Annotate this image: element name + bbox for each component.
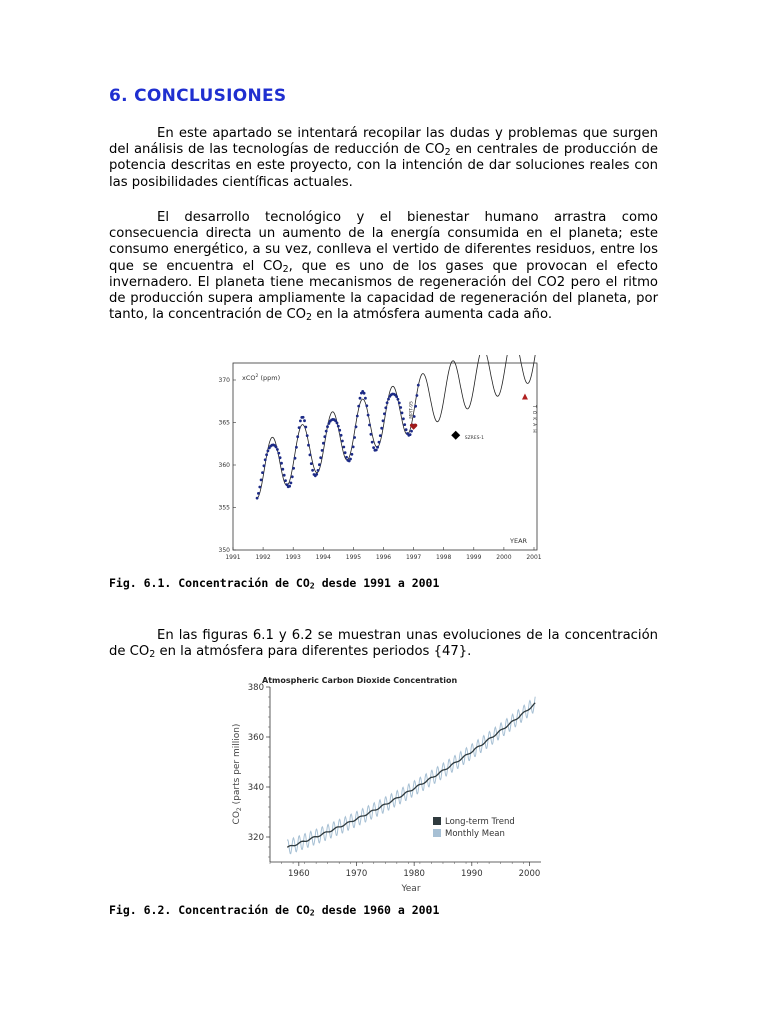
chart1-x-tick-label: 2000 [496,554,512,561]
chart1-data-point [345,456,348,459]
chart1-x-tick-label: 1994 [315,554,331,561]
chart1-y-tick-label: 365 [218,419,230,427]
chart1-data-point [317,469,320,472]
chart1-data-point [383,412,386,415]
chart2-y-label: $CO_2$ (parts per million) [232,723,243,825]
chart1-data-point [416,394,419,397]
chart1-data-point [376,446,379,449]
chart2-y-tick-label: 360 [247,733,264,743]
chart1-data-point [337,425,340,428]
chart1-data-point [307,444,310,447]
chart1-data-point [299,420,302,423]
chart1-data-point [357,405,360,408]
chart1-data-point [402,417,405,420]
chart1-x-label: YEAR [510,537,528,545]
chart1-data-point [325,430,328,433]
chart1-data-point [265,453,268,456]
chart1-x-tick-label: 1999 [466,554,482,561]
chart2-x-label: Year [401,884,421,894]
chart1-data-point [267,450,270,453]
chart1-data-point [288,485,291,488]
chart1-data-point [410,430,413,433]
chart1-data-point [309,454,312,457]
chart1-data-point [296,435,299,438]
chart1-data-point [326,425,329,428]
paragraph-figures: En las figuras 6.1 y 6.2 se muestran unas evoluciones de la concentración de $CO_2$ en la atmósfera para diferentes periodos {47}. [109,628,658,661]
chart1-data-point [351,453,354,456]
chart1-data-point [341,440,344,443]
chart1-data-point [291,475,294,478]
chart2-title: Atmospheric Carbon Dioxide Concentration [262,676,458,685]
chart1-data-point [417,384,420,387]
chart2-x-tick-label: 1960 [288,869,310,879]
chart1-annotation-label: TOKAH [530,405,536,436]
chart1-x-tick-label: 1997 [405,554,422,561]
chart1-data-point [283,474,286,477]
chart-co2-1991-2001 [200,355,545,568]
chart1-x-tick-label: 1996 [375,554,392,561]
chart2-y-tick-label: 340 [247,783,264,793]
chart1-data-point [279,456,282,459]
chart1-data-point [340,434,343,437]
chart2-legend [433,817,515,839]
chart1-data-point [352,446,355,449]
chart1-y-tick-label: 360 [218,462,230,469]
chart1-x-tick-label: 1991 [225,554,241,561]
chart1-data-point [336,422,339,425]
chart2-x-tick-label: 1980 [403,869,425,879]
chart1-data-point [298,426,301,429]
chart1-x-tick-label: 1992 [255,554,271,561]
chart1-y-label: xCO$^2$ (ppm) [242,374,281,382]
chart1-data-point [261,471,264,474]
chart1-data-point [303,419,306,422]
chart1-data-point [318,463,321,466]
chart1-data-point [275,446,278,449]
chart1-data-point [276,448,279,451]
chart1-data-point [319,456,322,459]
section-heading: 6. CONCLUSIONES [109,86,287,106]
chart1-data-point [294,457,297,460]
chart1-data-point [284,479,287,482]
chart1-data-point [387,398,390,401]
paragraph-development: El desarrollo tecnológico y el bienestar humano arrastra como consecuencia directa un aumento de la energía consumida en el planeta; este consumo energético, a su vez, conlleva el vertido de diferentes residuos, entre los que se encuentra el $CO_2$, que es uno de los gases que provocan el efecto invernadero. El planeta tiene mecanismos de regeneración del CO2 pero el ritmo de producción supera ampliamente la capacidad de regeneración del planeta, por tanto, la concentración de $CO_2$ en la atmósfera aumenta cada año. [109,210,658,324]
chart1-data-point [344,451,347,454]
chart1-data-point [355,425,358,428]
chart1-data-point [359,397,362,400]
chart1-data-point [382,419,385,422]
figure-co2-1960-2001 [225,672,550,898]
chart1-data-point [370,433,373,436]
chart1-data-point [263,464,266,467]
chart1-data-point [371,441,374,444]
chart1-marker-diamond [451,431,460,440]
chart1-data-point [292,467,295,470]
chart1-data-point [342,446,345,449]
chart1-data-point [311,469,314,472]
chart1-annotation-label: SZRES-1 [464,435,484,441]
chart2-y-tick-label: 380 [247,683,264,693]
chart1-data-point [322,442,325,445]
chart1-data-point [353,436,356,439]
chart1-data-point [364,397,367,400]
chart1-data-point [315,473,318,476]
chart1-data-point [375,449,378,452]
chart1-y-tick-label: 370 [218,377,230,384]
chart1-x-tick-label: 1995 [345,554,362,561]
chart1-data-point [363,392,366,395]
chart1-data-point [409,433,412,436]
chart1-data-point [258,486,261,489]
chart-co2-1960-2001 [225,672,550,898]
chart1-data-point [277,452,280,455]
chart1-data-point [260,479,263,482]
chart2-x-tick-label: 1970 [345,869,368,879]
chart1-data-point [290,482,293,485]
legend-label-long-term-trend: Long-term Trend [445,817,515,827]
chart1-data-point [367,414,370,417]
chart1-data-point [304,426,307,429]
chart1-data-point [321,449,324,452]
chart1-y-tick-label: 355 [218,504,230,512]
chart1-data-point [323,435,326,438]
chart1-x-tick-label: 1993 [285,554,301,561]
chart1-data-point [281,468,284,471]
chart1-data-point [386,401,389,404]
figure-caption-1: Fig. 6.1. Concentración de $CO_2$ desde 1991 a 2001 [109,576,440,591]
chart1-data-point [280,462,283,465]
chart1-data-point [372,446,375,449]
chart1-data-point [414,405,417,408]
chart1-data-point [395,395,398,398]
chart1-data-point [310,462,313,465]
chart1-x-tick-label: 2001 [526,554,542,561]
chart1-data-point [399,406,402,409]
chart1-data-point [306,434,309,437]
chart1-data-point [257,492,260,495]
chart1-data-point [401,412,404,415]
chart2-x-tick-label: 1990 [460,869,483,879]
chart1-data-point [365,404,368,407]
chart1-data-point [378,441,381,444]
chart1-marker-triangle [522,394,528,400]
chart1-data-point [295,446,298,449]
chart1-x-tick-label: 1998 [436,554,452,561]
chart1-data-point [356,415,359,418]
figure-caption-2: Fig. 6.2. Concentración de $CO_2$ desde 1960 a 2001 [109,903,440,918]
chart1-data-point [264,458,267,461]
chart2-x-tick-label: 2000 [518,869,541,879]
chart1-data-point [403,423,406,426]
chart1-data-point [379,434,382,437]
chart1-y-tick-label: 350 [218,547,230,554]
chart1-data-point [397,398,400,401]
chart1-data-point [384,406,387,409]
figure-co2-1991-2001 [200,355,545,568]
chart2-y-tick-label: 320 [247,833,264,843]
chart1-data-point [256,497,259,500]
chart1-data-point [338,429,341,432]
legend-swatch-long-term-trend [433,817,441,825]
chart1-data-point [368,424,371,427]
chart1-data-point [349,458,352,461]
paragraph-intro: En este apartado se intentará recopilar las dudas y problemas que surgen del análisis de las tecnologías de reducción de $CO_2$ en centrales de producción de potencia descritas en este proyecto, con la intención de dar soluciones reales con las posibilidades científicas actuales. [109,126,658,190]
legend-label-monthly-mean: Monthly Mean [445,829,505,839]
chart1-data-point [380,427,383,430]
chart1-data-point [302,416,305,419]
chart1-data-point [405,428,408,431]
chart1-data-point [398,402,401,405]
legend-swatch-monthly-mean [433,829,441,837]
chart1-annotation-label: MPIT-95 [409,401,415,419]
